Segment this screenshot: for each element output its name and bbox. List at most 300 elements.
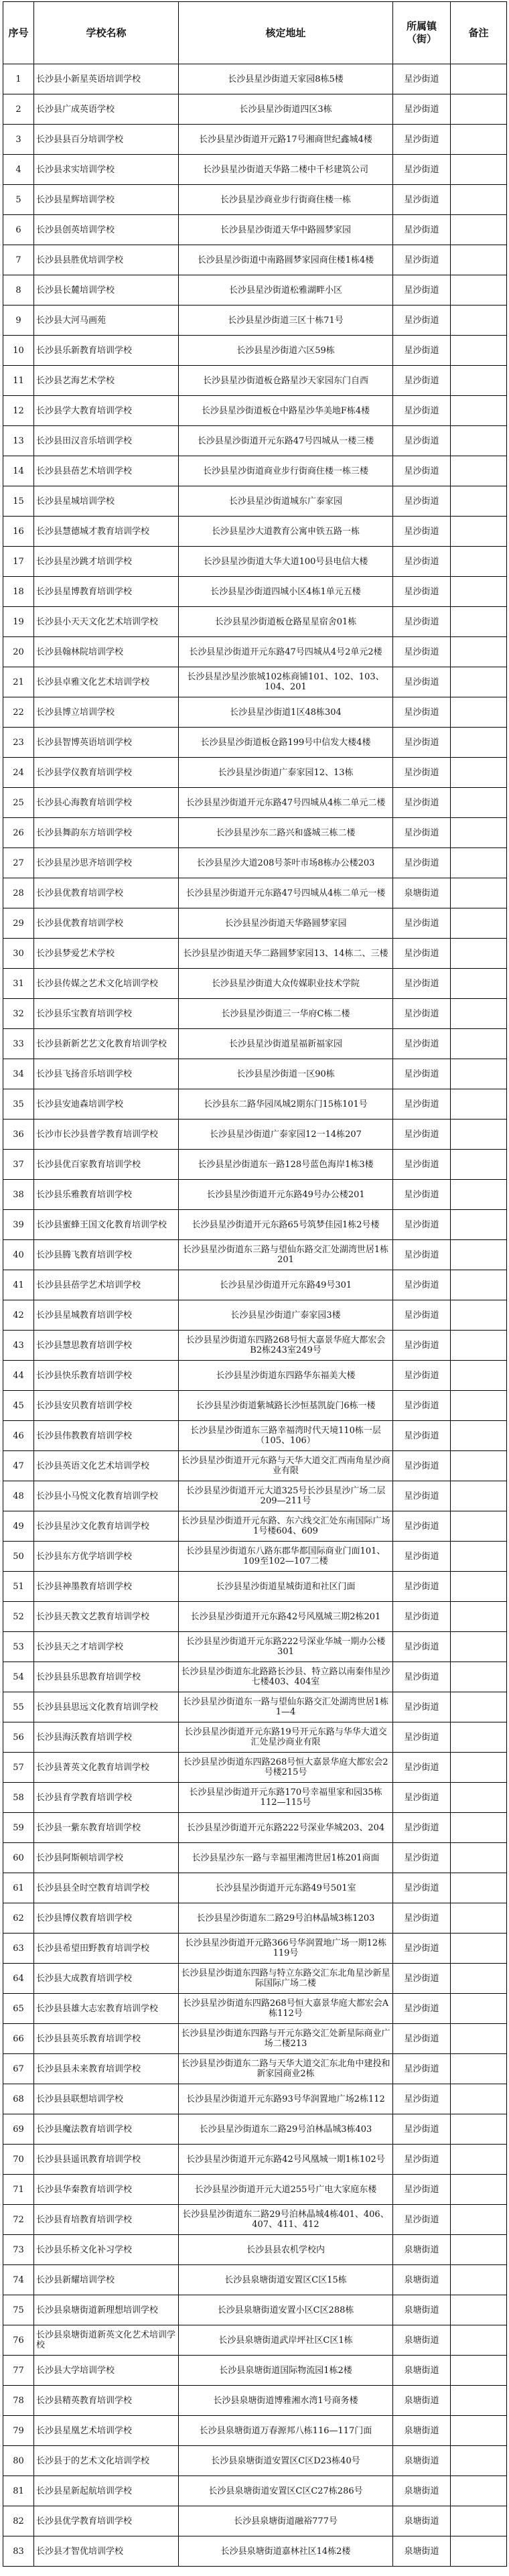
serial-no-cell: 73 [3, 2235, 34, 2265]
school-name-cell: 长沙县星城教育培训学校 [34, 1300, 179, 1331]
address-cell: 长沙县星沙街道开元东路47号四城从4栋二单元一楼 [179, 878, 393, 908]
school-name-cell: 长沙县小新星英语培训学校 [34, 64, 179, 94]
serial-no-cell: 19 [3, 607, 34, 637]
serial-no-cell: 25 [3, 788, 34, 818]
serial-no-cell: 59 [3, 1813, 34, 1843]
school-name-cell: 长沙县蜜蜂王国文化教育培训学校 [34, 1210, 179, 1240]
remarks-cell [451, 2084, 507, 2114]
table-row [3, 728, 507, 758]
town-cell: 泉塘街道 [393, 2416, 451, 2446]
remarks-cell [451, 1029, 507, 1059]
remarks-cell [451, 306, 507, 336]
address-cell: 长沙县星沙街道开元东路42号风凰城三期2栋201 [179, 1602, 393, 1632]
school-name-cell: 长沙县育培教育培训学校 [34, 2205, 179, 2235]
town-cell: 星沙街道 [393, 1722, 451, 1753]
table-row [3, 2265, 507, 2295]
remarks-cell [451, 2205, 507, 2235]
remarks-cell [451, 1270, 507, 1300]
town-cell: 星沙街道 [393, 1481, 451, 1511]
serial-no-cell: 36 [3, 1120, 34, 1150]
address-cell: 长沙县星沙街道星福新福家园 [179, 1029, 393, 1059]
table-row [3, 1722, 507, 1753]
remarks-cell [451, 2325, 507, 2356]
address-cell: 长沙县星沙街道东四路268号恒大嘉景华庭大都宏会A栋112号 [179, 1994, 393, 2024]
serial-no-cell: 39 [3, 1210, 34, 1240]
town-cell: 星沙街道 [393, 64, 451, 94]
address-cell: 长沙县星沙星沙旅城102栋商铺101、102、103、104、201 [179, 667, 393, 697]
school-name-cell: 长沙县翰林院培训学校 [34, 637, 179, 667]
address-cell: 长沙县星沙街道三一华府C栋二楼 [179, 999, 393, 1029]
serial-no-cell: 49 [3, 1511, 34, 1542]
remarks-cell [451, 2054, 507, 2084]
town-cell: 星沙街道 [393, 908, 451, 939]
town-cell: 星沙街道 [393, 1361, 451, 1391]
town-cell: 星沙街道 [393, 1783, 451, 1813]
school-name-cell: 长沙县精英教育培训学校 [34, 2386, 179, 2416]
town-cell: 泉塘街道 [393, 2265, 451, 2295]
school-name-cell: 长沙县县乐思教育培训学校 [34, 1662, 179, 1692]
town-cell: 星沙街道 [393, 155, 451, 185]
serial-no-cell: 75 [3, 2295, 34, 2325]
serial-no-cell: 32 [3, 999, 34, 1029]
address-cell: 长沙县泉塘街道融裕777号 [179, 2506, 393, 2536]
remarks-cell [451, 1180, 507, 1210]
remarks-cell [451, 1903, 507, 1934]
town-cell: 星沙街道 [393, 1089, 451, 1120]
table-row [3, 1180, 507, 1210]
remarks-cell [451, 1120, 507, 1150]
town-cell: 泉塘街道 [393, 2536, 451, 2567]
school-name-cell: 长沙县慧德城才教育培训学校 [34, 517, 179, 547]
remarks-cell [451, 1511, 507, 1542]
school-name-cell: 长沙县县全时空教育培训学校 [34, 1873, 179, 1903]
address-cell: 长沙县星沙街道广泰家园12、13栋 [179, 758, 393, 788]
remarks-cell [451, 2356, 507, 2386]
remarks-cell [451, 1240, 507, 1270]
address-cell: 长沙县星沙街道广泰家园12一14栋207 [179, 1120, 393, 1150]
address-cell: 长沙县星沙街道开元东路93号华润置地广场2栋112 [179, 2084, 393, 2114]
school-name-cell: 长沙县县百分培训学校 [34, 125, 179, 155]
serial-no-cell: 76 [3, 2325, 34, 2356]
town-cell: 星沙街道 [393, 366, 451, 396]
town-cell: 星沙街道 [393, 2114, 451, 2145]
school-name-cell: 长沙县县蓓艺术培训学校 [34, 456, 179, 486]
school-name-cell: 长沙县乐新教育培训学校 [34, 336, 179, 366]
serial-no-cell: 10 [3, 336, 34, 366]
address-cell: 长沙县泉塘街道安置区C区15栋 [179, 2265, 393, 2295]
school-name-cell: 长沙县菁英文化教育培训学校 [34, 1753, 179, 1783]
serial-no-cell: 18 [3, 577, 34, 607]
serial-no-cell: 14 [3, 456, 34, 486]
address-cell: 长沙县星沙街道东四路268号恒大嘉景华庭大都宏会B2栋243室249号 [179, 1331, 393, 1361]
town-cell: 星沙街道 [393, 1934, 451, 1964]
serial-no-cell: 43 [3, 1331, 34, 1361]
address-cell: 长沙县星沙街道东四路268号恒大嘉景华庭大都宏会2号楼215号 [179, 1753, 393, 1783]
school-name-cell: 长沙县大学培训学校 [34, 2356, 179, 2386]
serial-no-cell: 71 [3, 2175, 34, 2205]
serial-no-cell: 83 [3, 2536, 34, 2567]
address-cell: 长沙县星沙街道开元东路47号四城从4号2单元2楼 [179, 637, 393, 667]
town-cell: 星沙街道 [393, 426, 451, 456]
remarks-cell [451, 2416, 507, 2446]
address-cell: 长沙县星沙街道中南路圆梦家园商住楼1栋4楼 [179, 245, 393, 275]
address-cell: 长沙县星沙街道东四路华东福美大楼 [179, 1361, 393, 1391]
town-cell: 星沙街道 [393, 547, 451, 577]
serial-no-cell: 29 [3, 908, 34, 939]
table-row [3, 306, 507, 336]
school-name-cell: 长沙县泉塘街道新理想培训学校 [34, 2295, 179, 2325]
remarks-cell [451, 1722, 507, 1753]
remarks-cell [451, 667, 507, 697]
address-cell: 长沙县星沙街道开元东路222号深业华城一期办公楼301 [179, 1632, 393, 1662]
school-name-cell: 长沙县县英乐教育培训学校 [34, 2024, 179, 2054]
table-row [3, 1059, 507, 1089]
school-name-cell: 长沙县大成教育培训学校 [34, 1964, 179, 1994]
remarks-cell [451, 2536, 507, 2567]
town-cell: 星沙街道 [393, 1843, 451, 1873]
address-cell: 长沙县星沙东二路兴和盛城三栋二楼 [179, 818, 393, 848]
town-cell: 星沙街道 [393, 637, 451, 667]
school-name-cell: 长沙县大河马画苑 [34, 306, 179, 336]
school-name-cell: 长沙县新耀培训学校 [34, 2265, 179, 2295]
school-name-cell: 长沙县广成英语学校 [34, 94, 179, 125]
town-cell: 星沙街道 [393, 215, 451, 245]
town-cell: 星沙街道 [393, 486, 451, 517]
address-cell: 长沙县星沙街道东三路与望仙东路交汇处湖湾世居1栋201 [179, 1240, 393, 1270]
address-cell: 长沙县星沙东一路与幸福里湘湾世居1栋201商面 [179, 1843, 393, 1873]
serial-no-cell: 72 [3, 2205, 34, 2235]
table-row [3, 1089, 507, 1120]
town-cell: 星沙街道 [393, 999, 451, 1029]
table-row [3, 969, 507, 999]
address-cell: 长沙县星沙街道城东广泰家园 [179, 486, 393, 517]
address-cell: 长沙县星沙商业步行街商住楼一栋 [179, 185, 393, 215]
serial-no-cell: 74 [3, 2265, 34, 2295]
remarks-cell [451, 2386, 507, 2416]
town-cell: 星沙街道 [393, 456, 451, 486]
town-cell: 星沙街道 [393, 94, 451, 125]
address-cell: 长沙县星沙街道开元东路与天华大道交汇西南角星沙商业有限 [179, 1451, 393, 1481]
address-cell: 长沙县星沙街道板仓路星星宿舍01栋 [179, 607, 393, 637]
serial-no-cell: 24 [3, 758, 34, 788]
table-row [3, 607, 507, 637]
school-name-cell: 长沙县英语文化艺术培训学校 [34, 1451, 179, 1481]
remarks-cell [451, 486, 507, 517]
table-row [3, 2084, 507, 2114]
address-cell: 长沙县星沙街道开元大道325号长沙县星沙广场二层209—211号 [179, 1481, 393, 1511]
school-name-cell: 长沙县传媒之艺术文化培训学校 [34, 969, 179, 999]
table-row [3, 336, 507, 366]
town-cell: 星沙街道 [393, 1572, 451, 1602]
school-name-cell: 长沙县学仪教育培训学校 [34, 758, 179, 788]
serial-no-cell: 30 [3, 939, 34, 969]
serial-no-cell: 65 [3, 1994, 34, 2024]
school-name-cell: 长沙县天之才培训学校 [34, 1632, 179, 1662]
remarks-cell [451, 366, 507, 396]
town-cell: 星沙街道 [393, 939, 451, 969]
town-cell: 星沙街道 [393, 667, 451, 697]
school-name-cell: 长沙县魔法教育培训学校 [34, 2114, 179, 2145]
town-cell: 星沙街道 [393, 306, 451, 336]
address-cell: 长沙县泉塘街道安置区C区D23栋40号 [179, 2446, 393, 2476]
remarks-cell [451, 2446, 507, 2476]
address-cell: 长沙县泉塘街道武岸坪社区C区1栋 [179, 2325, 393, 2356]
address-cell: 长沙县星沙街道商业步行街商住楼一栋三楼 [179, 456, 393, 486]
table-row [3, 275, 507, 306]
remarks-cell [451, 2295, 507, 2325]
town-cell: 星沙街道 [393, 1692, 451, 1722]
table-row [3, 1331, 507, 1361]
remarks-cell [451, 426, 507, 456]
serial-no-cell: 11 [3, 366, 34, 396]
school-name-cell: 长沙县求实培训学校 [34, 155, 179, 185]
serial-no-cell: 35 [3, 1089, 34, 1120]
remarks-cell [451, 697, 507, 728]
table-row [3, 1572, 507, 1602]
remarks-cell [451, 2175, 507, 2205]
table-row [3, 2295, 507, 2325]
remarks-cell [451, 2476, 507, 2506]
school-name-cell: 长沙县小马悦文化教育培训学校 [34, 1481, 179, 1511]
remarks-cell [451, 64, 507, 94]
table-row [3, 939, 507, 969]
serial-no-cell: 22 [3, 697, 34, 728]
serial-no-cell: 40 [3, 1240, 34, 1270]
table-row [3, 1873, 507, 1903]
serial-no-cell: 51 [3, 1572, 34, 1602]
school-name-cell: 长沙县泉塘街道新英文化艺术培训学校 [34, 2325, 179, 2356]
serial-no-cell: 64 [3, 1964, 34, 1994]
serial-no-cell: 31 [3, 969, 34, 999]
table-row [3, 155, 507, 185]
remarks-cell [451, 336, 507, 366]
serial-no-cell: 82 [3, 2506, 34, 2536]
table-row [3, 1029, 507, 1059]
remarks-cell [451, 1481, 507, 1511]
table-row [3, 1783, 507, 1813]
table-row [3, 456, 507, 486]
school-name-cell: 长沙县星凰艺术培训学校 [34, 2416, 179, 2446]
table-header-row [3, 2, 507, 64]
table-row [3, 878, 507, 908]
school-name-cell: 长沙县安贝教育培训学校 [34, 1391, 179, 1421]
remarks-cell [451, 818, 507, 848]
table-row [3, 486, 507, 517]
serial-no-cell: 9 [3, 306, 34, 336]
serial-no-cell: 78 [3, 2386, 34, 2416]
address-cell: 长沙县星沙街道开元东路170号幸福里家和园35栋112—115号 [179, 1783, 393, 1813]
serial-no-cell: 17 [3, 547, 34, 577]
town-cell: 星沙街道 [393, 1602, 451, 1632]
school-name-cell: 长沙县创英培训学校 [34, 215, 179, 245]
town-cell: 星沙街道 [393, 2054, 451, 2084]
address-cell: 长沙县星沙街道开元东路222号深业华城203、204 [179, 1813, 393, 1843]
school-name-cell: 长沙县县未来教育培训学校 [34, 2054, 179, 2084]
table-row [3, 697, 507, 728]
remarks-cell [451, 1451, 507, 1481]
address-cell: 长沙县星沙街道1区48栋304 [179, 697, 393, 728]
serial-no-cell: 41 [3, 1270, 34, 1300]
table-row [3, 1632, 507, 1662]
town-cell: 星沙街道 [393, 1873, 451, 1903]
serial-no-cell: 56 [3, 1722, 34, 1753]
remarks-cell [451, 908, 507, 939]
serial-no-cell: 33 [3, 1029, 34, 1059]
serial-no-cell: 42 [3, 1300, 34, 1331]
school-name-cell: 长沙县慧思教育培训学校 [34, 1331, 179, 1361]
remarks-cell [451, 1843, 507, 1873]
table-row [3, 2536, 507, 2567]
school-name-cell: 长沙县长麓培训学校 [34, 275, 179, 306]
serial-no-cell: 81 [3, 2476, 34, 2506]
town-cell: 星沙街道 [393, 245, 451, 275]
serial-no-cell: 26 [3, 818, 34, 848]
remarks-cell [451, 1873, 507, 1903]
remarks-cell [451, 215, 507, 245]
school-name-cell: 长沙县于的艺术文化培训学校 [34, 2446, 179, 2476]
remarks-cell [451, 275, 507, 306]
town-cell: 星沙街道 [393, 1421, 451, 1451]
town-cell: 星沙街道 [393, 1210, 451, 1240]
town-cell: 星沙街道 [393, 396, 451, 426]
table-row [3, 1903, 507, 1934]
remarks-cell [451, 125, 507, 155]
table-row [3, 64, 507, 94]
town-cell: 星沙街道 [393, 1180, 451, 1210]
remarks-cell [451, 1813, 507, 1843]
table-row [3, 667, 507, 697]
table-row [3, 2114, 507, 2145]
table-row [3, 2446, 507, 2476]
serial-no-cell: 66 [3, 2024, 34, 2054]
table-row [3, 396, 507, 426]
town-cell: 星沙街道 [393, 1994, 451, 2024]
address-cell: 长沙县星沙街道东三路幸福湾时代天境110栋一层（105、106） [179, 1421, 393, 1451]
address-cell: 长沙县星沙街道东二路29号泊林晶城3栋403 [179, 2114, 393, 2145]
serial-no-cell: 16 [3, 517, 34, 547]
address-cell: 长沙县泉塘街道博雅湘水湾1号商务楼 [179, 2386, 393, 2416]
town-cell: 星沙街道 [393, 577, 451, 607]
table-row [3, 1481, 507, 1511]
address-cell: 长沙县星沙街道四区3栋 [179, 94, 393, 125]
serial-no-cell: 48 [3, 1481, 34, 1511]
school-name-cell: 长沙县新新艺艺文化教育培训学校 [34, 1029, 179, 1059]
table-row [3, 426, 507, 456]
serial-no-cell: 67 [3, 2054, 34, 2084]
town-cell: 星沙街道 [393, 788, 451, 818]
serial-no-cell: 4 [3, 155, 34, 185]
address-cell: 长沙县县农机学校内 [179, 2235, 393, 2265]
table-row [3, 1843, 507, 1873]
table-row [3, 788, 507, 818]
town-cell: 星沙街道 [393, 758, 451, 788]
address-cell: 长沙县泉塘街道安置区C区C27栋286号 [179, 2476, 393, 2506]
town-cell: 星沙街道 [393, 1270, 451, 1300]
address-cell: 长沙县星沙大道教育公寓申铁五路一栋 [179, 517, 393, 547]
address-cell: 长沙县星沙街道天华路圆梦家园 [179, 908, 393, 939]
remarks-cell [451, 728, 507, 758]
remarks-cell [451, 939, 507, 969]
remarks-cell [451, 1059, 507, 1089]
address-cell: 长沙县星沙街道天华二路圆梦家园13、14栋二、三楼 [179, 939, 393, 969]
serial-no-cell: 79 [3, 2416, 34, 2446]
serial-no-cell: 37 [3, 1150, 34, 1180]
remarks-cell [451, 848, 507, 878]
town-cell: 星沙街道 [393, 125, 451, 155]
town-cell: 星沙街道 [393, 969, 451, 999]
table-row [3, 185, 507, 215]
remarks-cell [451, 1421, 507, 1451]
town-cell: 星沙街道 [393, 1632, 451, 1662]
table-row [3, 94, 507, 125]
school-name-cell: 长沙县优教育培训学校 [34, 878, 179, 908]
serial-no-cell: 69 [3, 2114, 34, 2145]
table-row [3, 1662, 507, 1692]
town-cell: 星沙街道 [393, 185, 451, 215]
address-cell: 长沙县星沙街道东四路与开元东路交汇处新星际商业广场二楼213 [179, 2024, 393, 2054]
town-cell: 星沙街道 [393, 2084, 451, 2114]
school-name-cell: 长沙县心海教育培训学校 [34, 788, 179, 818]
remarks-cell [451, 155, 507, 185]
school-name-cell: 长沙县育学教育培训学校 [34, 1783, 179, 1813]
school-name-cell: 长沙县卓雅文化艺术培训学校 [34, 667, 179, 697]
table-row [3, 1692, 507, 1722]
table-row [3, 2175, 507, 2205]
address-cell: 长沙县星沙街道天家园8栋5楼 [179, 64, 393, 94]
address-cell: 长沙县星沙街道六区59栋 [179, 336, 393, 366]
serial-no-cell: 44 [3, 1361, 34, 1391]
serial-no-cell: 53 [3, 1632, 34, 1662]
town-cell: 泉塘街道 [393, 2506, 451, 2536]
address-cell: 长沙县星沙街道东二路与天华大道交汇东北角中建投和新家园商业2栋 [179, 2054, 393, 2084]
serial-no-cell: 13 [3, 426, 34, 456]
address-cell: 长沙县泉塘街道嘉林社区14栋2楼 [179, 2536, 393, 2567]
school-name-cell: 长沙县田汉音乐培训学校 [34, 426, 179, 456]
school-name-cell: 长沙县神墨教育培训学校 [34, 1572, 179, 1602]
serial-no-cell: 68 [3, 2084, 34, 2114]
town-cell: 星沙街道 [393, 517, 451, 547]
remarks-cell [451, 517, 507, 547]
town-cell: 星沙街道 [393, 1240, 451, 1270]
table-row [3, 125, 507, 155]
town-cell: 星沙街道 [393, 2024, 451, 2054]
school-name-cell: 长沙县星沙思齐培训学校 [34, 848, 179, 878]
school-name-cell: 长沙县智博英语培训学校 [34, 728, 179, 758]
address-cell: 长沙县星沙街道开元东路47号四城从一楼三楼 [179, 426, 393, 456]
remarks-cell [451, 1150, 507, 1180]
serial-no-cell: 38 [3, 1180, 34, 1210]
serial-no-cell: 15 [3, 486, 34, 517]
school-name-cell: 长沙县星博教育培训学校 [34, 577, 179, 607]
town-cell: 泉塘街道 [393, 2235, 451, 2265]
table-row [3, 818, 507, 848]
remarks-cell [451, 1602, 507, 1632]
town-cell: 星沙街道 [393, 1813, 451, 1843]
remarks-cell [451, 788, 507, 818]
school-name-cell: 长沙县星新起航培训学校 [34, 2476, 179, 2506]
school-name-cell: 长沙县星城培训学校 [34, 486, 179, 517]
school-name-cell: 长沙县星沙跳才培训学校 [34, 547, 179, 577]
table-row [3, 1150, 507, 1180]
table-row [3, 2416, 507, 2446]
serial-no-cell: 1 [3, 64, 34, 94]
table-row [3, 577, 507, 607]
school-name-cell: 长沙县舞韵东方培训学校 [34, 818, 179, 848]
table-row [3, 2506, 507, 2536]
address-cell: 长沙县星沙街道东北路路长沙县、特立路以南秦伟星沙七楼403、404室 [179, 1662, 393, 1692]
town-cell: 星沙街道 [393, 818, 451, 848]
address-cell: 长沙县星沙街道开元路17号湘商世纪鑫城4楼 [179, 125, 393, 155]
